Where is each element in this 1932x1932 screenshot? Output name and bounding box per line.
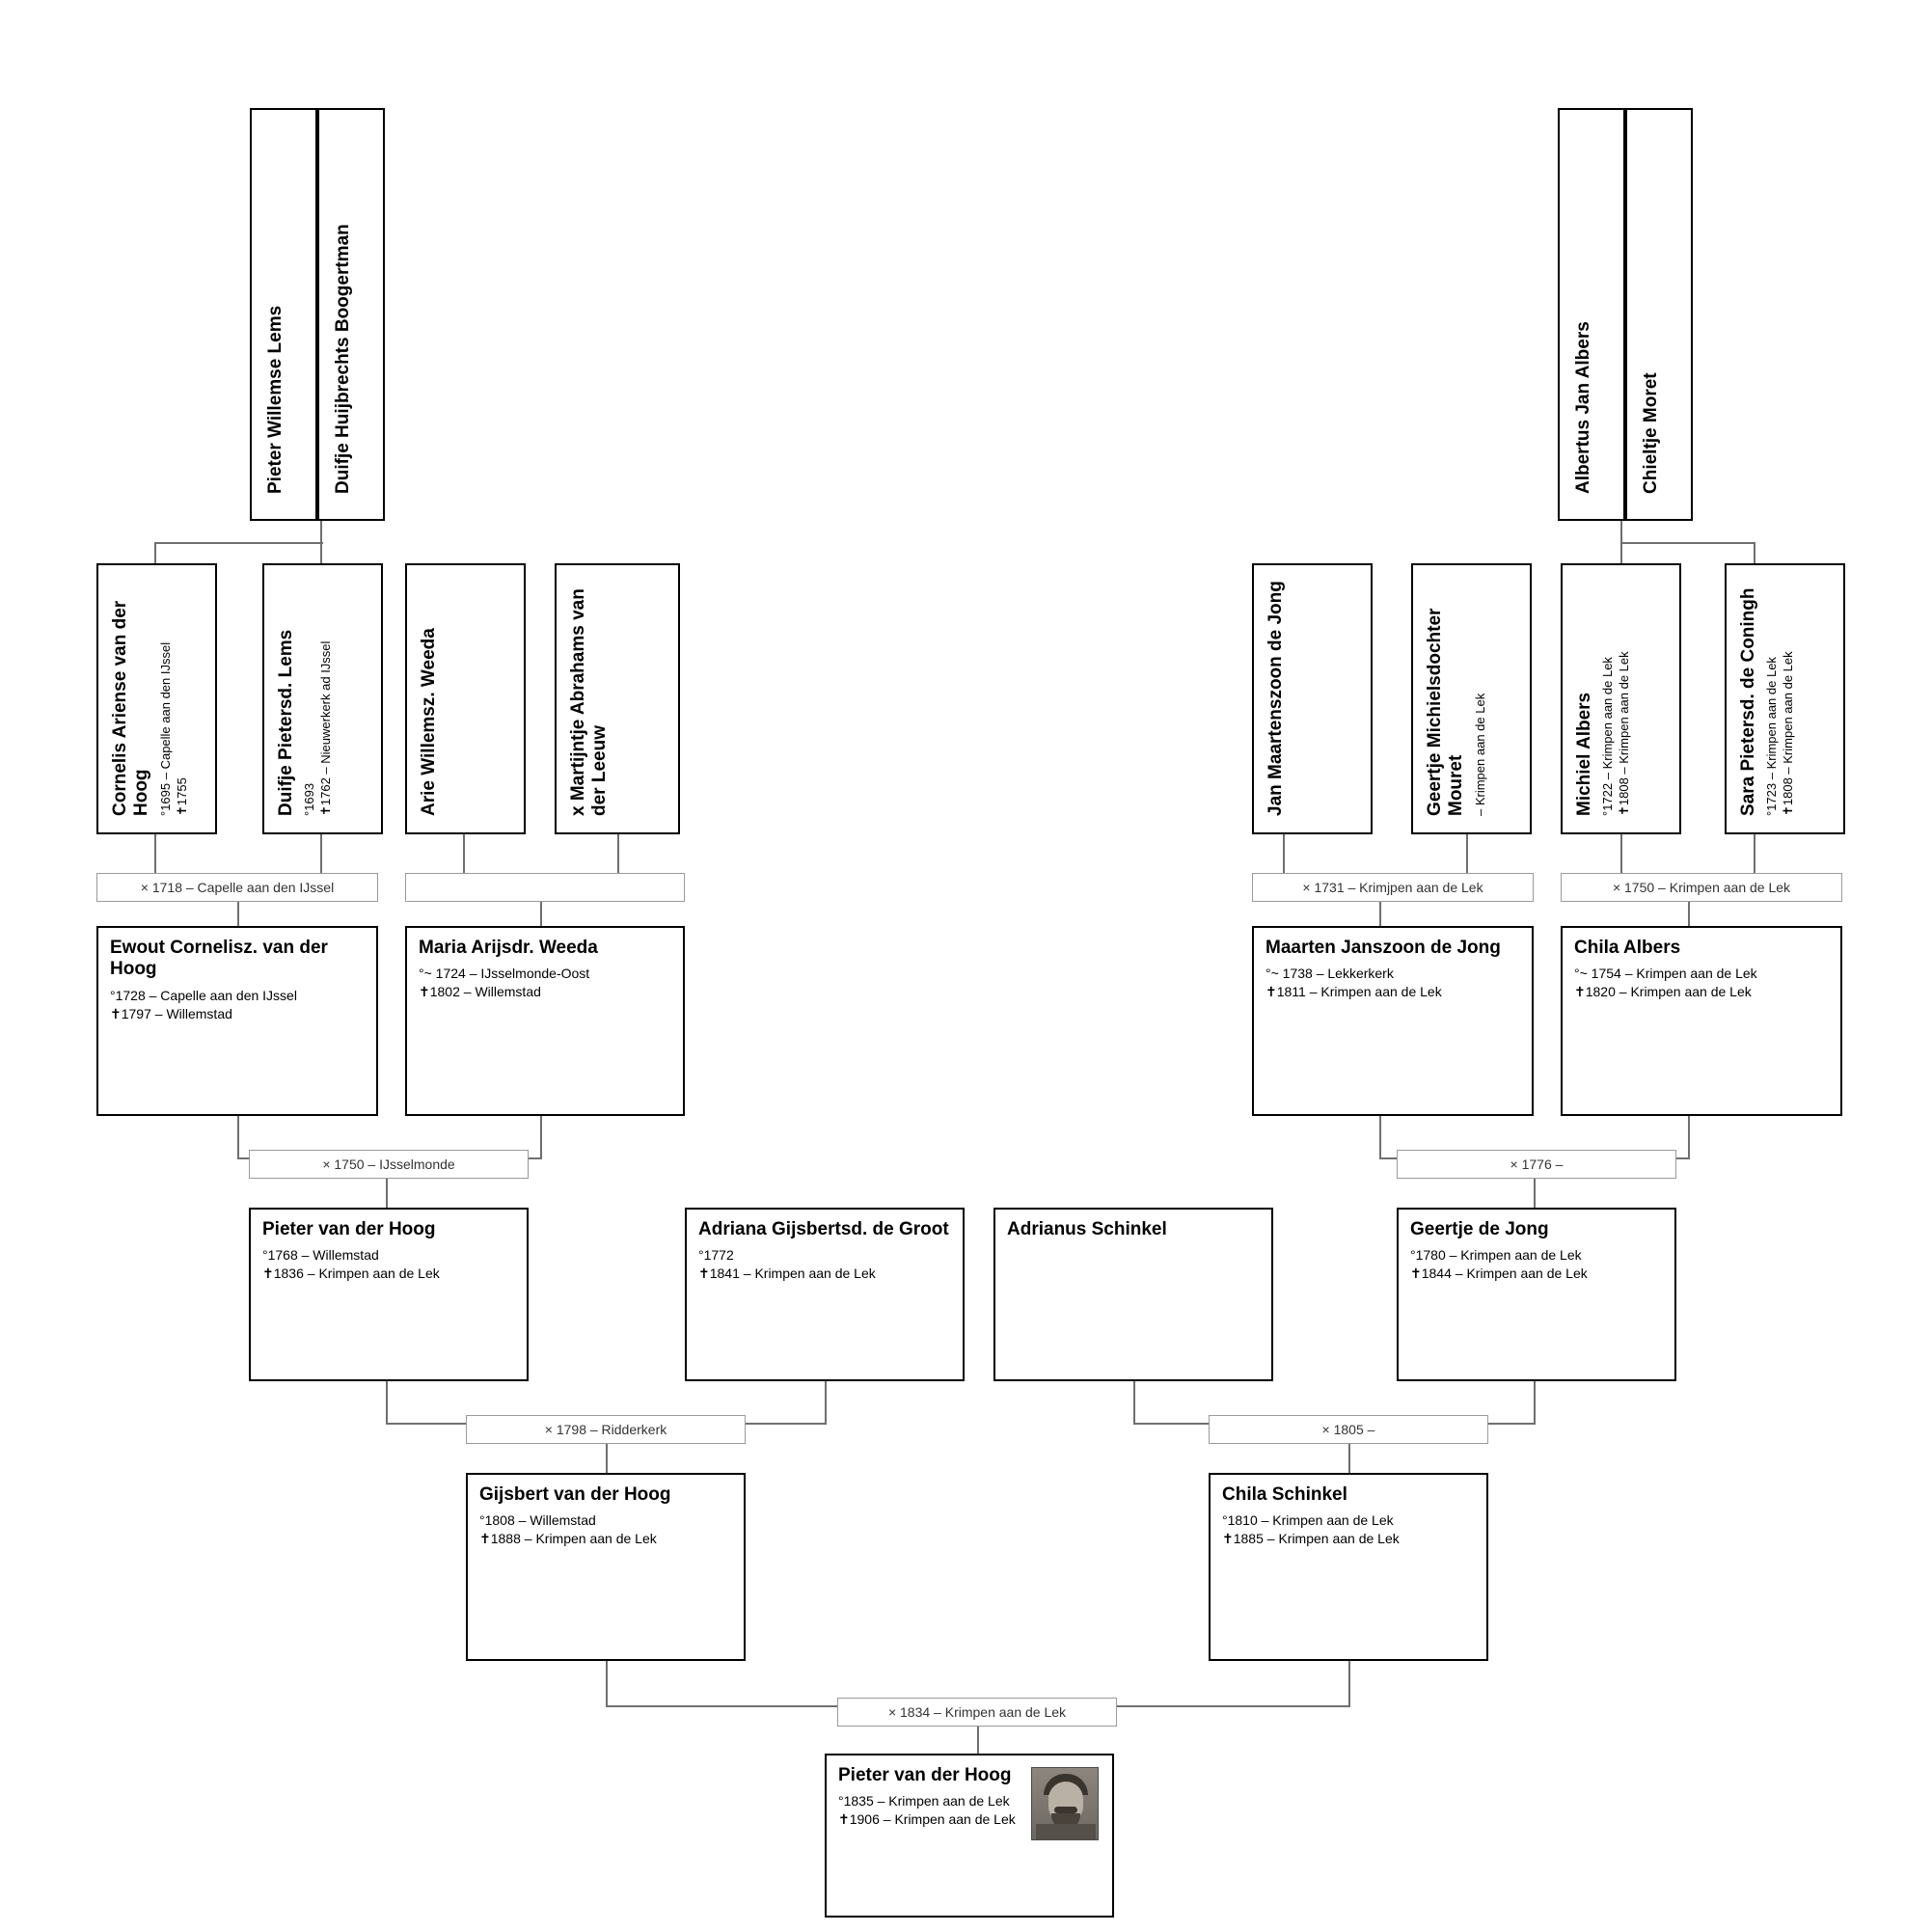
marriage-label: × 1805 – xyxy=(1321,1422,1375,1437)
connector xyxy=(1534,1179,1536,1208)
person-box-cornelis-ariense-van-der-hoog[interactable] xyxy=(96,563,217,834)
person-name: Ewout Cornelisz. van der Hoog xyxy=(110,938,328,980)
connector xyxy=(540,902,542,926)
connector xyxy=(1754,542,1755,563)
connector xyxy=(237,902,239,926)
person-dates: °~ 1724 – IJsselmonde-Oost ✝1802 – Willemstad xyxy=(419,966,590,1000)
person-dates: – Krimpen aan de Lek xyxy=(1472,693,1487,816)
person-name: Geertje de Jong xyxy=(1410,1219,1549,1239)
person-name: Pieter van der Hoog xyxy=(262,1219,436,1239)
person-name: Duifje Pietersd. Lems xyxy=(276,629,296,816)
person-name: Albertus Jan Albers xyxy=(1573,321,1593,494)
marriage-bar-1750-krimpen[interactable] xyxy=(1561,873,1842,902)
person-name: Cornelis Ariense van der Hoog xyxy=(110,600,152,816)
person-name: Pieter van der Hoog xyxy=(838,1765,1012,1785)
person-dates: °~ 1754 – Krimpen aan de Lek ✝1820 – Krimpen aan de Lek xyxy=(1574,966,1757,1000)
person-box-martijntje-abrahams-van-der-leeuw[interactable] xyxy=(555,563,680,834)
person-dates: °1808 – Willemstad ✝1888 – Krimpen aan de Lek xyxy=(479,1512,657,1547)
person-name: Chila Schinkel xyxy=(1222,1484,1347,1505)
person-box-michiel-albers[interactable] xyxy=(1561,563,1681,834)
marriage-label: × 1776 – xyxy=(1510,1156,1564,1172)
connector xyxy=(825,1381,827,1425)
person-name: Adriana Gijsbertsd. de Groot xyxy=(698,1219,949,1239)
marriage-bar-1805[interactable] xyxy=(1209,1415,1488,1444)
person-dates: °1722 – Krimpen aan de Lek ✝1808 – Krimpen aan de Lek xyxy=(1600,651,1632,816)
connector xyxy=(1133,1381,1135,1425)
person-box-gijsbert-van-der-hoog[interactable] xyxy=(466,1473,746,1661)
person-box-duifje-huijbrechts-boogertman[interactable] xyxy=(317,108,385,521)
marriage-bar-weeda[interactable] xyxy=(405,873,685,902)
connector xyxy=(1534,1381,1536,1425)
person-dates: °~ 1738 – Lekkerkerk ✝1811 – Krimpen aan de Lek xyxy=(1265,966,1442,1000)
person-dates: °1768 – Willemstad ✝1836 – Krimpen aan de Lek xyxy=(262,1247,440,1282)
connector xyxy=(606,1444,608,1473)
person-name: Gijsbert van der Hoog xyxy=(479,1484,671,1505)
person-dates: °1695 – Capelle aan den IJssel ✝1755 xyxy=(157,641,189,816)
connector xyxy=(1348,1661,1350,1707)
person-box-pieter-van-der-hoog-1835[interactable] xyxy=(825,1754,1114,1918)
person-name: Maria Arijsdr. Weeda xyxy=(419,938,598,958)
connector xyxy=(606,1661,608,1707)
connector xyxy=(977,1727,979,1754)
person-dates: °1693 ✝1762 – Nieuwerkerk ad IJssel xyxy=(302,640,334,816)
portrait-photo xyxy=(1031,1767,1099,1840)
connector xyxy=(386,1381,388,1425)
marriage-label: × 1798 – Ridderkerk xyxy=(544,1422,667,1437)
connector xyxy=(154,542,323,544)
person-box-chieltje-moret[interactable] xyxy=(1625,108,1693,521)
marriage-label: × 1750 – IJsselmonde xyxy=(322,1156,455,1172)
person-box-duifje-pietersd-lems[interactable] xyxy=(262,563,383,834)
person-name: Chieltje Moret xyxy=(1641,372,1661,494)
person-box-geertje-michielsdochter-mouret[interactable] xyxy=(1411,563,1532,834)
person-dates: °1728 – Capelle aan den IJssel ✝1797 – Willemstad xyxy=(110,987,297,1021)
marriage-label: × 1718 – Capelle aan den IJssel xyxy=(140,880,335,895)
person-name: Chila Albers xyxy=(1574,938,1681,958)
person-box-pieter-willemse-lems[interactable] xyxy=(250,108,317,521)
person-dates: °1810 – Krimpen aan de Lek ✝1885 – Krimpen aan de Lek xyxy=(1222,1512,1400,1547)
connector xyxy=(154,542,156,563)
person-name: Pieter Willemse Lems xyxy=(265,305,286,494)
marriage-bar-1776[interactable] xyxy=(1397,1150,1676,1179)
connector xyxy=(320,542,322,563)
person-dates: °1835 – Krimpen aan de Lek ✝1906 – Krimpen aan de Lek xyxy=(838,1793,1016,1828)
person-name: Jan Maartenszoon de Jong xyxy=(1265,581,1286,816)
person-dates: °1772 ✝1841 – Krimpen aan de Lek xyxy=(698,1247,876,1282)
person-name: Michiel Albers xyxy=(1574,692,1594,816)
marriage-bar-1834[interactable] xyxy=(837,1698,1117,1727)
person-box-albertus-jan-albers[interactable] xyxy=(1558,108,1625,521)
person-name: Adrianus Schinkel xyxy=(1007,1219,1167,1239)
marriage-bar-1750-ijsselmonde[interactable] xyxy=(249,1150,529,1179)
connector xyxy=(386,1179,388,1208)
marriage-bar-1718[interactable] xyxy=(96,873,378,902)
person-box-geertje-de-jong[interactable] xyxy=(1397,1208,1676,1381)
person-dates: °1780 – Krimpen aan de Lek ✝1844 – Krimpen aan de Lek xyxy=(1410,1247,1588,1282)
person-box-chila-schinkel[interactable] xyxy=(1209,1473,1488,1661)
connector xyxy=(1688,902,1690,926)
person-box-ewout-cornelisz-van-der-hoog[interactable] xyxy=(96,926,378,1116)
connector xyxy=(540,1116,542,1159)
marriage-bar-1798[interactable] xyxy=(466,1415,746,1444)
person-box-pieter-van-der-hoog-1768[interactable] xyxy=(249,1208,529,1381)
person-box-sara-pietersd-de-coningh[interactable] xyxy=(1725,563,1845,834)
person-box-jan-maartenszoon-de-jong[interactable] xyxy=(1252,563,1373,834)
person-box-arie-willemsz-weeda[interactable] xyxy=(405,563,526,834)
connector xyxy=(1620,542,1622,563)
person-box-adrianus-schinkel[interactable] xyxy=(993,1208,1273,1381)
person-box-adriana-gijsbertsd-de-groot[interactable] xyxy=(685,1208,965,1381)
connector xyxy=(1379,902,1381,926)
person-box-maarten-janszoon-de-jong[interactable] xyxy=(1252,926,1534,1116)
person-name: Duifje Huijbrechts Boogertman xyxy=(333,224,353,494)
marriage-bar-1731[interactable] xyxy=(1252,873,1534,902)
connector xyxy=(1688,1116,1690,1159)
person-box-chila-albers[interactable] xyxy=(1561,926,1842,1116)
connector xyxy=(1348,1444,1350,1473)
person-name: Arie Willemsz. Weeda xyxy=(419,628,439,816)
person-name: Geertje Michielsdochter Mouret xyxy=(1425,608,1467,816)
person-name: x Martijntje Abrahams van der Leeuw xyxy=(568,588,611,816)
connector xyxy=(1379,1116,1381,1159)
marriage-label: × 1750 – Krimpen aan de Lek xyxy=(1612,880,1791,895)
person-dates: °1723 – Krimpen aan de Lek ✝1808 – Krimpen aan de Lek xyxy=(1764,651,1796,816)
person-name: Sara Pietersd. de Coningh xyxy=(1738,587,1758,816)
person-box-maria-arijsdr-weeda[interactable] xyxy=(405,926,685,1116)
person-name: Maarten Janszoon de Jong xyxy=(1265,938,1501,958)
connector xyxy=(237,1116,239,1159)
connector xyxy=(1620,542,1755,544)
marriage-label: × 1731 – Krimjpen aan de Lek xyxy=(1302,880,1483,895)
marriage-label: × 1834 – Krimpen aan de Lek xyxy=(887,1704,1067,1720)
